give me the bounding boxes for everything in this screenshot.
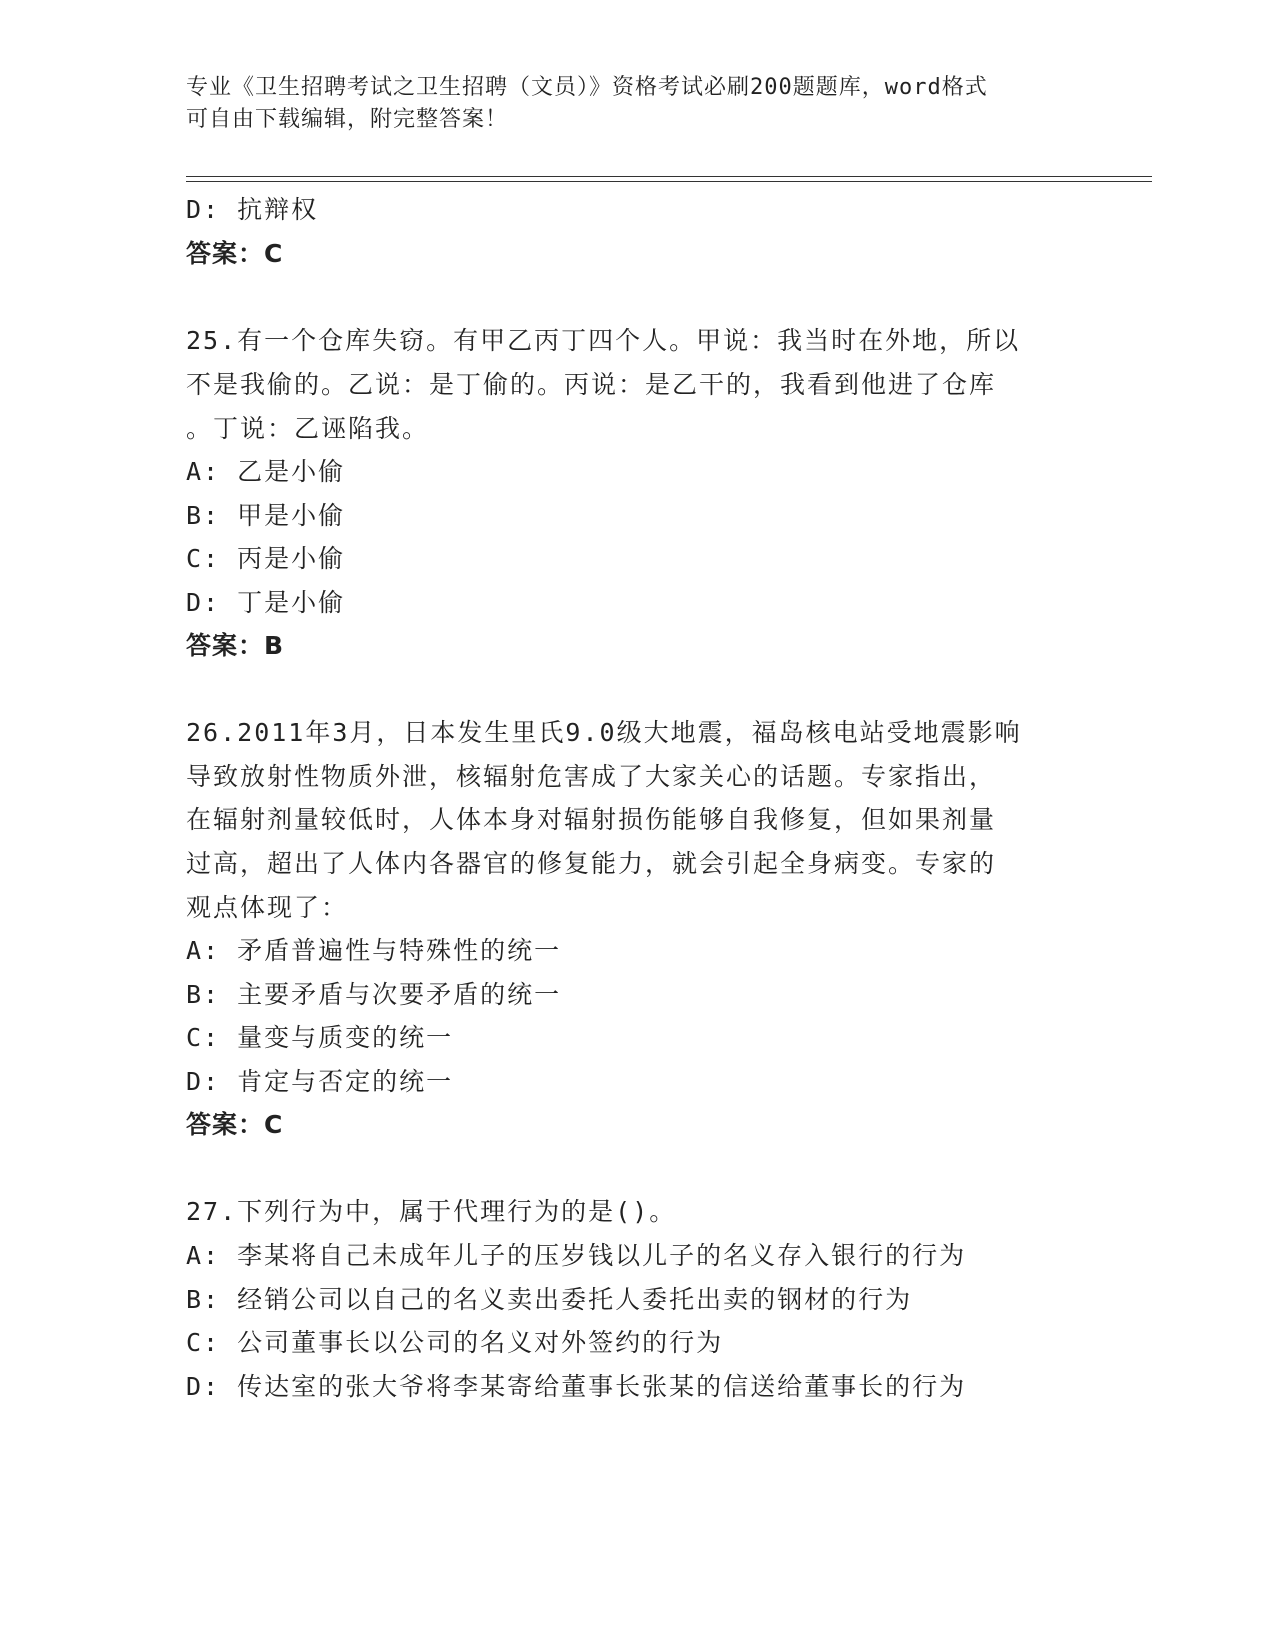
q26-option-b: B: 主要矛盾与次要矛盾的统一 [186, 980, 562, 1009]
prev-question-answer: 答案：C [186, 239, 284, 268]
q27-option-d: D: 传达室的张大爷将李某寄给董事长张某的信送给董事长的行为 [186, 1372, 967, 1401]
q25-stem-line-3: 。丁说：乙诬陷我。 [186, 414, 430, 443]
q25-option-b: B: 甲是小偷 [186, 501, 346, 530]
header-title-line-2: 可自由下载编辑，附完整答案！ [186, 107, 509, 132]
q25-stem-line-2: 不是我偷的。乙说：是丁偷的。丙说：是乙干的，我看到他进了仓库 [186, 370, 997, 399]
q26-stem-line-1: 26.2011年3月，日本发生里氏9.0级大地震，福岛核电站受地震影响 [186, 718, 1022, 747]
q25-option-a: A: 乙是小偷 [186, 457, 346, 486]
q26-stem-line-5: 观点体现了： [186, 893, 349, 922]
q27-option-a: A: 李某将自己未成年儿子的压岁钱以儿子的名义存入银行的行为 [186, 1241, 967, 1270]
q25-answer: 答案：B [186, 631, 285, 660]
header-divider-top [186, 176, 1152, 177]
q27-option-b: B: 经销公司以自己的名义卖出委托人委托出卖的钢材的行为 [186, 1285, 913, 1314]
page-header [186, 72, 1086, 136]
q27-option-c: C: 公司董事长以公司的名义对外签约的行为 [186, 1328, 724, 1357]
prev-question-option-d: D: 抗辩权 [186, 195, 319, 224]
q25-option-d: D: 丁是小偷 [186, 588, 346, 617]
q26-answer: 答案：C [186, 1110, 284, 1139]
q25-option-c: C: 丙是小偷 [186, 544, 346, 573]
q26-stem-line-3: 在辐射剂量较低时，人体本身对辐射损伤能够自我修复，但如果剂量 [186, 805, 997, 834]
q26-option-a: A: 矛盾普遍性与特殊性的统一 [186, 936, 562, 965]
q27-stem-line-1: 27.下列行为中，属于代理行为的是()。 [186, 1197, 677, 1226]
q26-stem-line-4: 过高，超出了人体内各器官的修复能力，就会引起全身病变。专家的 [186, 849, 997, 878]
header-title-line-1: 专业《卫生招聘考试之卫生招聘（文员）》资格考试必刷200题题库，word格式 [186, 75, 988, 100]
q26-stem-line-2: 导致放射性物质外泄，核辐射危害成了大家关心的话题。专家指出， [186, 762, 997, 791]
q26-option-d: D: 肯定与否定的统一 [186, 1067, 454, 1096]
header-divider-bottom [186, 181, 1152, 182]
q25-stem-line-1: 25.有一个仓库失窃。有甲乙丙丁四个人。甲说：我当时在外地，所以 [186, 326, 1021, 355]
q26-option-c: C: 量变与质变的统一 [186, 1023, 454, 1052]
